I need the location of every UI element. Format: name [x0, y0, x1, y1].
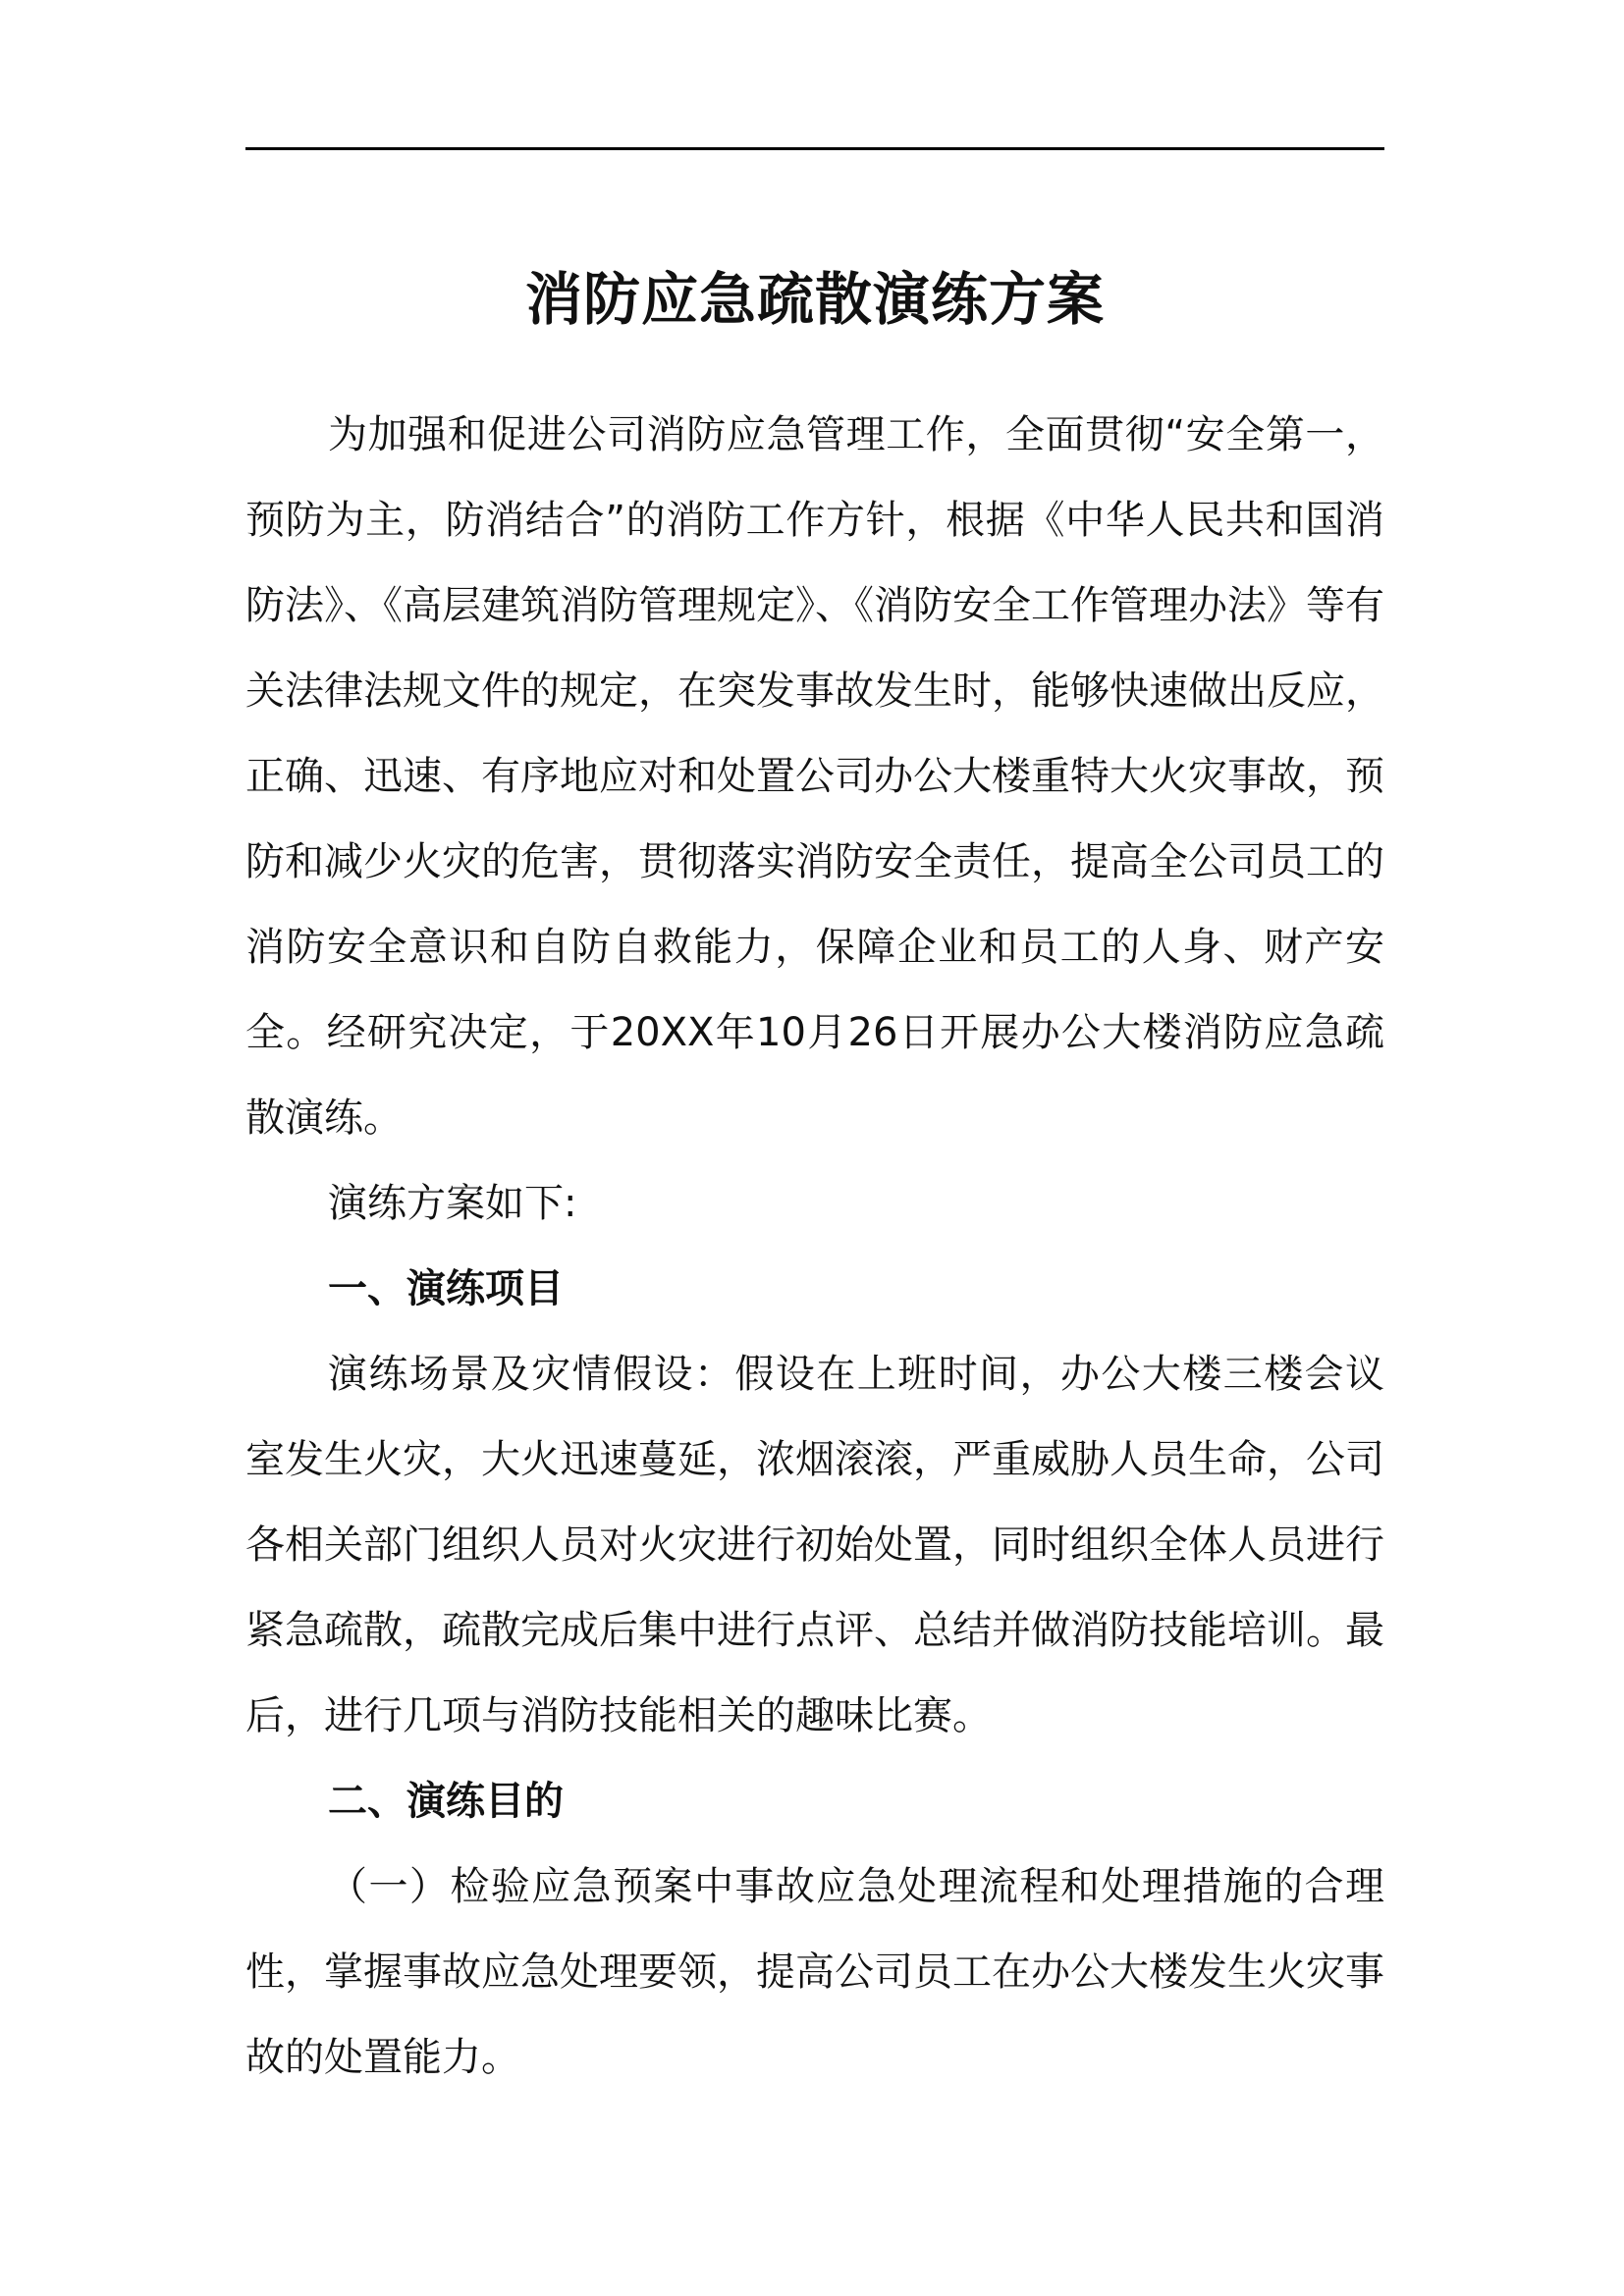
- document-title: 消防应急疏散演练方案: [524, 266, 1105, 333]
- plan-intro-paragraph: 演练方案如下:: [328, 1181, 577, 1226]
- intro-paragraph: 为加强和促进公司消防应急管理工作，全面贯彻“安全第一，预防为主，防消结合”的消防工作方针，根据《中华人民共和国消防法》、《高层建筑消防管理规定》、《消防安全工作管理办法》等有关法律法规文件的规定，在突发事故发生时，能够快速做出反应，正确、迅速、有序地应对和处置公司办公大楼重特大火灾事故，预防和减少火灾的危害，贯彻落实消防安全责任，提高全公司员工的消防安全意识和自防自救能力，保障企业和员工的人身、财产安全。经研究决定，于20XX年10月26日开展办公大楼消防应急疏散演练。: [245, 412, 1384, 1141]
- section-heading-drill-purpose: 二、演练目的: [328, 1779, 564, 1824]
- document-body: [245, 393, 1384, 2101]
- section-heading-drill-items: 一、演练项目: [328, 1266, 564, 1311]
- header-rule: [245, 147, 1384, 150]
- purpose-item-1-paragraph: （一）检验应急预案中事故应急处理流程和处理措施的合理性，掌握事故应急处理要领，提高公司员工在办公大楼发生火灾事故的处置能力。: [245, 1864, 1384, 2080]
- drill-scenario-paragraph: 演练场景及灾情假设：假设在上班时间，办公大楼三楼会议室发生火灾，大火迅速蔓延，浓烟滚滚，严重威胁人员生命，公司各相关部门组织人员对火灾进行初始处置，同时组织全体人员进行紧急疏散，疏散完成后集中进行点评、总结并做消防技能培训。最后，进行几项与消防技能相关的趣味比赛。: [245, 1352, 1384, 1738]
